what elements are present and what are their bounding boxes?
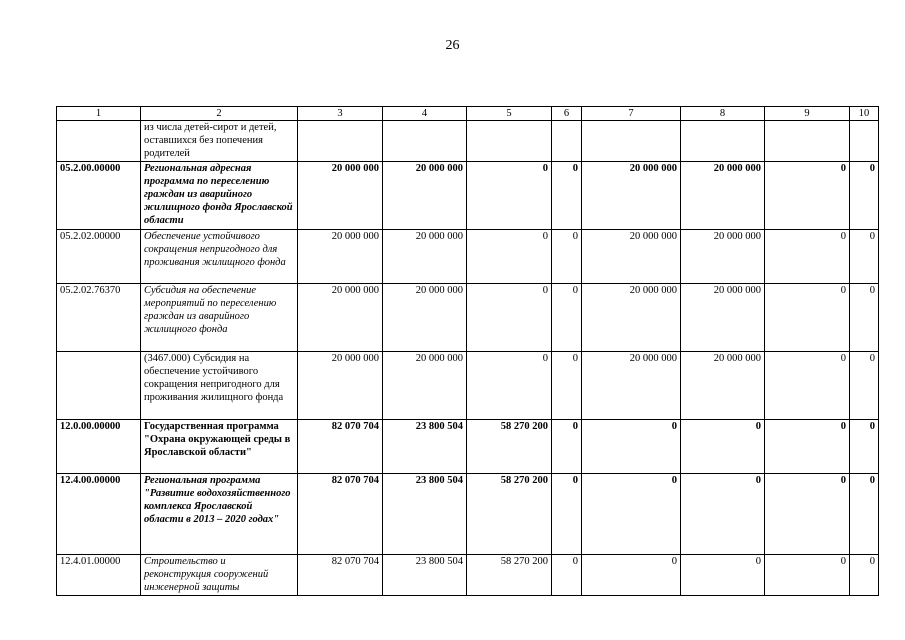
table-row xyxy=(57,230,879,284)
value-cell: 20 000 000 xyxy=(298,230,383,284)
value-cell: 20 000 000 xyxy=(383,162,467,230)
value-cell: 0 xyxy=(765,474,850,555)
column-header: 5 xyxy=(467,107,552,121)
value-cell xyxy=(681,121,765,162)
value-cell: 0 xyxy=(552,230,582,284)
row-code: 05.2.00.00000 xyxy=(57,162,141,230)
row-description: Региональная программа "Развитие водохозяйственного комплекса Ярославской области в 2013 – 2020 годах" xyxy=(141,474,298,555)
value-cell: 82 070 704 xyxy=(298,555,383,596)
budget-table xyxy=(56,106,879,596)
value-cell: 0 xyxy=(765,352,850,420)
table-row xyxy=(57,352,879,420)
row-description: (3467.000) Субсидия на обеспечение устойчивого сокращения непригодного для проживания жилищного фонда xyxy=(141,352,298,420)
row-description: из числа детей-сирот и детей, оставшихся без попечения родителей xyxy=(141,121,298,162)
value-cell: 0 xyxy=(765,555,850,596)
value-cell xyxy=(582,121,681,162)
value-cell: 20 000 000 xyxy=(383,352,467,420)
table-row xyxy=(57,474,879,555)
column-header: 4 xyxy=(383,107,467,121)
row-description: Строительство и реконструкция сооружений инженерной защиты xyxy=(141,555,298,596)
value-cell: 20 000 000 xyxy=(383,230,467,284)
value-cell: 0 xyxy=(850,555,879,596)
value-cell xyxy=(552,121,582,162)
value-cell: 20 000 000 xyxy=(298,284,383,352)
value-cell: 0 xyxy=(850,284,879,352)
value-cell: 20 000 000 xyxy=(582,162,681,230)
value-cell: 20 000 000 xyxy=(298,162,383,230)
value-cell: 0 xyxy=(552,284,582,352)
value-cell: 20 000 000 xyxy=(383,284,467,352)
value-cell: 0 xyxy=(765,284,850,352)
value-cell: 0 xyxy=(681,420,765,474)
value-cell: 20 000 000 xyxy=(582,284,681,352)
row-code: 12.4.01.00000 xyxy=(57,555,141,596)
value-cell: 0 xyxy=(467,230,552,284)
value-cell: 0 xyxy=(467,284,552,352)
value-cell: 82 070 704 xyxy=(298,474,383,555)
value-cell: 20 000 000 xyxy=(681,284,765,352)
row-description: Обеспечение устойчивого сокращения непригодного для проживания жилищного фонда xyxy=(141,230,298,284)
value-cell: 0 xyxy=(850,474,879,555)
column-header: 8 xyxy=(681,107,765,121)
column-header: 3 xyxy=(298,107,383,121)
value-cell: 0 xyxy=(467,352,552,420)
column-header: 1 xyxy=(57,107,141,121)
value-cell: 58 270 200 xyxy=(467,420,552,474)
value-cell: 0 xyxy=(467,162,552,230)
value-cell: 0 xyxy=(582,474,681,555)
value-cell: 0 xyxy=(850,162,879,230)
value-cell: 58 270 200 xyxy=(467,555,552,596)
value-cell xyxy=(765,121,850,162)
value-cell: 20 000 000 xyxy=(298,352,383,420)
column-header: 7 xyxy=(582,107,681,121)
row-code: 12.4.00.00000 xyxy=(57,474,141,555)
value-cell: 23 800 504 xyxy=(383,555,467,596)
column-header: 10 xyxy=(850,107,879,121)
row-code: 12.0.00.00000 xyxy=(57,420,141,474)
value-cell: 0 xyxy=(552,555,582,596)
value-cell: 20 000 000 xyxy=(582,230,681,284)
value-cell: 20 000 000 xyxy=(681,352,765,420)
value-cell xyxy=(467,121,552,162)
value-cell: 23 800 504 xyxy=(383,474,467,555)
value-cell: 20 000 000 xyxy=(681,230,765,284)
value-cell: 20 000 000 xyxy=(681,162,765,230)
table-header-row xyxy=(57,107,879,121)
value-cell: 0 xyxy=(765,230,850,284)
value-cell: 0 xyxy=(681,474,765,555)
value-cell: 23 800 504 xyxy=(383,420,467,474)
table-row xyxy=(57,121,879,162)
value-cell: 0 xyxy=(850,352,879,420)
table-row xyxy=(57,284,879,352)
page-number: 26 xyxy=(445,38,460,53)
value-cell: 0 xyxy=(552,162,582,230)
value-cell: 0 xyxy=(552,420,582,474)
column-header: 6 xyxy=(552,107,582,121)
value-cell: 0 xyxy=(765,162,850,230)
row-code: 05.2.02.76370 xyxy=(57,284,141,352)
table-row xyxy=(57,555,879,596)
row-code xyxy=(57,121,141,162)
value-cell: 0 xyxy=(765,420,850,474)
row-description: Региональная адресная программа по переселению граждан из аварийного жилищного фонда Ярославской области xyxy=(141,162,298,230)
value-cell xyxy=(298,121,383,162)
value-cell: 82 070 704 xyxy=(298,420,383,474)
value-cell: 0 xyxy=(582,420,681,474)
value-cell: 0 xyxy=(681,555,765,596)
value-cell: 58 270 200 xyxy=(467,474,552,555)
row-code: 05.2.02.00000 xyxy=(57,230,141,284)
value-cell: 0 xyxy=(552,474,582,555)
table-row xyxy=(57,162,879,230)
row-description: Государственная программа "Охрана окружающей среды в Ярославской области" xyxy=(141,420,298,474)
value-cell: 20 000 000 xyxy=(582,352,681,420)
value-cell: 0 xyxy=(552,352,582,420)
value-cell xyxy=(850,121,879,162)
value-cell: 0 xyxy=(582,555,681,596)
table-row xyxy=(57,420,879,474)
value-cell: 0 xyxy=(850,230,879,284)
column-header: 2 xyxy=(141,107,298,121)
value-cell xyxy=(383,121,467,162)
value-cell: 0 xyxy=(850,420,879,474)
row-code xyxy=(57,352,141,420)
column-header: 9 xyxy=(765,107,850,121)
row-description: Субсидия на обеспечение мероприятий по переселению граждан из аварийного жилищного фонда xyxy=(141,284,298,352)
